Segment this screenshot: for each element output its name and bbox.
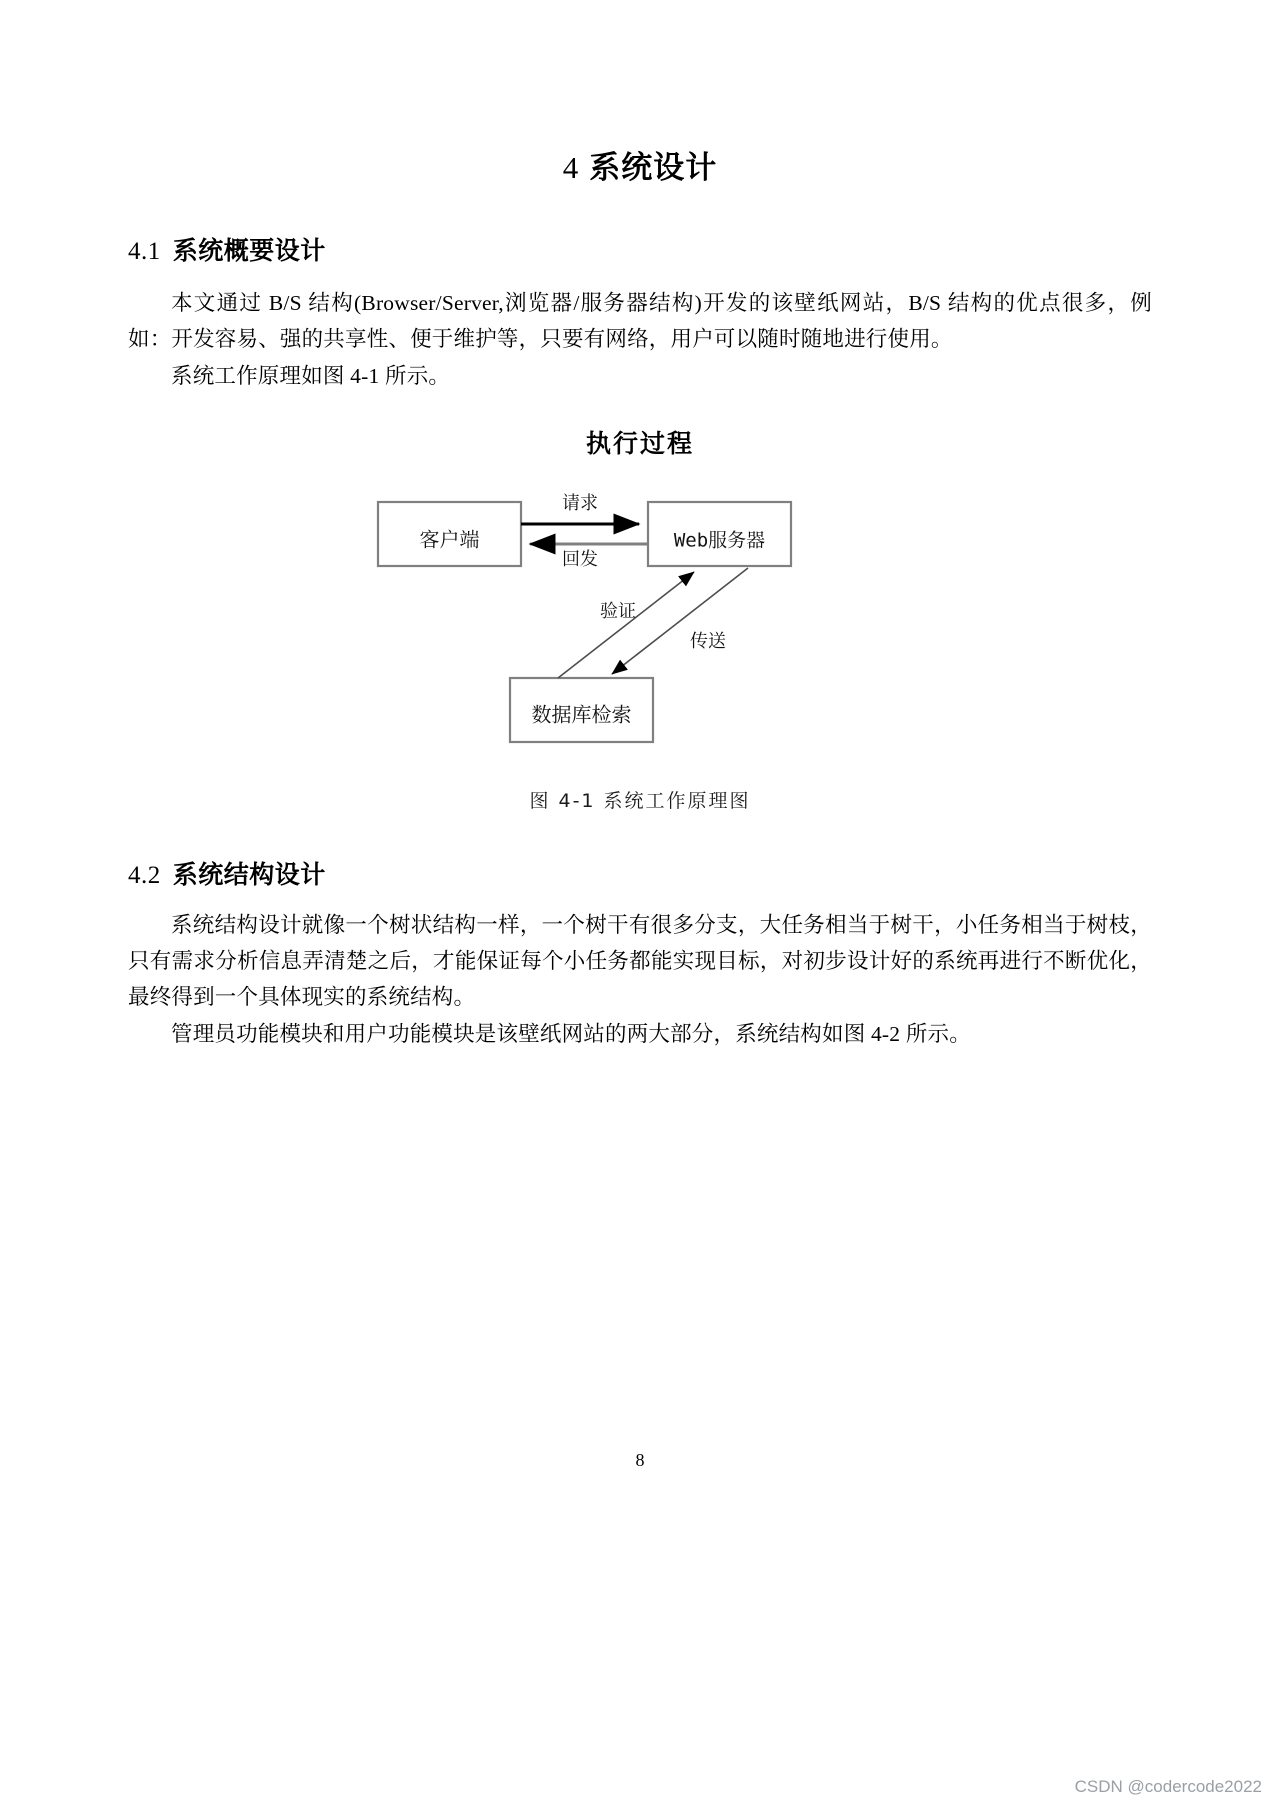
diagram-node-database bbox=[510, 678, 653, 742]
paragraph-structure-tree: 系统结构设计就像一个树状结构一样，一个树干有很多分支，大任务相当于树干，小任务相当于树枝，只有需求分析信息弄清楚之后，才能保证每个小任务都能实现目标，对初步设计好的系统再进行不断优化，最终得到一个具体现实的系统结构。 bbox=[128, 913, 1152, 1009]
diagram-arrow-response-label: 回发 bbox=[562, 549, 598, 570]
figure-title: 执行过程 bbox=[585, 429, 694, 458]
watermark: CSDN @codercode2022 bbox=[1074, 1777, 1262, 1796]
paragraph-bs-architecture: 本文通过 B/S 结构(Browser/Server,浏览器/服务器结构)开发的该壁纸网站，B/S 结构的优点很多，例如：开发容易、强的共享性、便于维护等，只要有网络，用户可以随时随地进行使用。 bbox=[128, 291, 1152, 351]
diagram-arrow-request bbox=[521, 493, 639, 524]
page-title bbox=[128, 0, 1152, 187]
diagram-arrow-transmit-label: 传送 bbox=[690, 631, 726, 652]
diagram-arrow-request-label: 请求 bbox=[562, 493, 598, 514]
section-number-4-2: 4.2 bbox=[128, 862, 161, 889]
page-number: 8 bbox=[635, 1450, 645, 1470]
section-number-4-1: 4.1 bbox=[128, 238, 161, 265]
diagram-node-web-server bbox=[648, 502, 791, 566]
paragraph-figure-reference-4-2: 管理员功能模块和用户功能模块是该壁纸网站的两大部分，系统结构如图 4-2 所示。 bbox=[171, 1022, 971, 1046]
figure-caption: 图 4-1 系统工作原理图 bbox=[529, 790, 751, 812]
section-heading-4-1 bbox=[128, 187, 1152, 271]
diagram-arrow-verify-label: 验证 bbox=[600, 601, 636, 622]
section-title-4-2: 系统结构设计 bbox=[172, 860, 326, 889]
chapter-number: 4 bbox=[562, 150, 580, 185]
system-workflow-diagram bbox=[128, 482, 1152, 782]
diagram-node-web-server-label: Web服务器 bbox=[673, 529, 766, 552]
figure-4-1 bbox=[128, 424, 1152, 813]
chapter-title-text: 系统设计 bbox=[589, 150, 718, 186]
diagram-node-client-label: 客户端 bbox=[419, 527, 480, 552]
diagram-node-database-label: 数据库检索 bbox=[531, 702, 632, 727]
section-title-4-1: 系统概要设计 bbox=[172, 236, 326, 265]
diagram-arrow-response bbox=[530, 544, 648, 570]
diagram-node-client bbox=[378, 502, 521, 566]
section-heading-4-2 bbox=[128, 813, 1152, 895]
page-content bbox=[128, 0, 1152, 1811]
paragraph-figure-reference-4-1: 系统工作原理如图 4-1 所示。 bbox=[171, 364, 451, 388]
